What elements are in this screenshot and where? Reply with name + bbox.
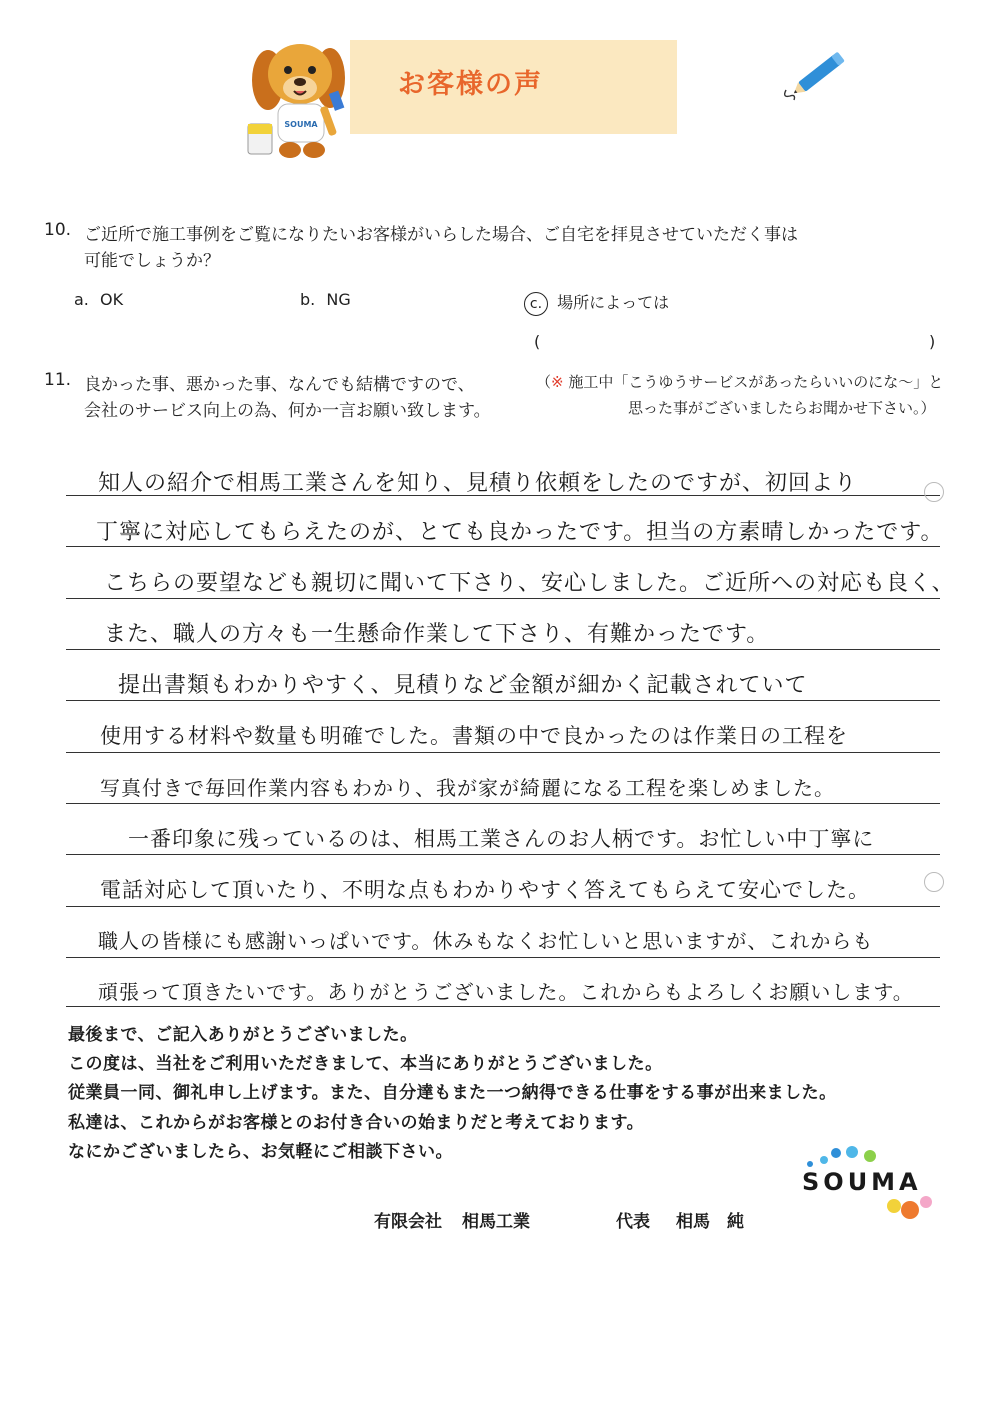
handwritten-line: 知人の紹介で相馬工業さんを知り、見積り依頼をしたのですが、初回より: [98, 471, 858, 496]
title-banner: [350, 40, 677, 134]
q10-number: 10.: [44, 220, 72, 240]
note-text: 施工中「こうゆうサービスがあったらいいのにな～」と: [568, 373, 944, 391]
q11-number: 11.: [44, 370, 72, 390]
q11-note-line2: 思った事がございましたらお聞かせ下さい。）: [628, 399, 936, 417]
closing-line: 従業員一同、御礼申し上げます。また、自分達もまた一つ納得できる仕事をする事が出来ました。: [68, 1083, 837, 1103]
option-letter-circled: [524, 292, 548, 316]
logo-text: SOUMA: [802, 1168, 922, 1196]
handwritten-line: 一番印象に残っているのは、相馬工業さんのお人柄です。お忙しい中丁寧に: [128, 827, 875, 851]
binder-hole-mark: [924, 872, 944, 892]
representative-role: 代表: [616, 1212, 650, 1232]
ruled-line: [66, 598, 940, 599]
option-label: 場所によっては: [557, 293, 670, 312]
handwritten-line: こちらの要望なども親切に聞いて下さり、安心しました。ご近所への対応も良く、: [104, 571, 955, 596]
q10-option-b[interactable]: [300, 290, 351, 309]
souma-logo: [796, 1144, 946, 1224]
ruled-line: [66, 803, 940, 804]
ruled-line: [66, 495, 940, 496]
option-letter: b.: [300, 290, 316, 309]
handwritten-line: 電話対応して頂いたり、不明な点もわかりやすく答えてもらえて安心でした。: [100, 878, 870, 902]
page-title: お客様の声: [398, 69, 543, 100]
binder-hole-mark: [924, 482, 944, 502]
closing-line: 最後まで、ご記入ありがとうございました。: [68, 1025, 418, 1045]
q11-text-line1: 良かった事、悪かった事、なんでも結構ですので、: [84, 375, 475, 395]
ruled-line: [66, 957, 940, 958]
ruled-line: [66, 906, 940, 907]
handwritten-line: 丁寧に対応してもらえたのが、とても良かったです。担当の方素晴しかったです。: [96, 520, 944, 545]
handwritten-line: 提出書類もわかりやすく、見積りなど金額が細かく記載されていて: [118, 673, 808, 698]
ruled-line: [66, 752, 940, 753]
ruled-line: [66, 700, 940, 701]
q11-note-line1: [536, 371, 943, 392]
closing-line: この度は、当社をご利用いただきまして、本当にありがとうございました。: [68, 1054, 663, 1074]
ruled-line: [66, 1006, 940, 1007]
pencil-icon: [776, 46, 856, 106]
option-label: NG: [326, 290, 351, 309]
note-paren: （: [536, 373, 552, 391]
closing-line: なにかございましたら、お気軽にご相談下さい。: [68, 1142, 453, 1162]
handwritten-line: また、職人の方々も一生懸命作業して下さり、有難かったです。: [104, 622, 770, 647]
option-label: OK: [99, 290, 124, 309]
q10-option-a[interactable]: [74, 290, 123, 309]
representative-name: 相馬 純: [676, 1212, 744, 1232]
handwritten-line: 頑張って頂きたいです。ありがとうございました。これからもよろしくお願いします。: [98, 980, 914, 1004]
q10-paren-close: ): [929, 332, 936, 351]
q10-paren-open: (: [534, 332, 541, 351]
note-mark: ※: [551, 373, 564, 391]
handwritten-line: 使用する材料や数量も明確でした。書類の中で良かったのは作業日の工程を: [100, 724, 848, 748]
dog-mascot-icon: [246, 32, 358, 162]
closing-line: 私達は、これからがお客様とのお付き合いの始まりだと考えております。: [68, 1113, 645, 1133]
ruled-line: [66, 854, 940, 855]
q11-text-line2: 会社のサービス向上の為、何か一言お願い致します。: [84, 401, 491, 421]
q10-text-line1: ご近所で施工事例をご覧になりたいお客様がいらした場合、ご自宅を拝見させていただく事は: [84, 225, 798, 245]
mascot-shirt-text: SOUMA: [284, 120, 318, 129]
option-letter: a.: [74, 290, 89, 309]
option-letter: c.: [529, 296, 543, 312]
ruled-line: [66, 649, 940, 650]
ruled-line: [66, 546, 940, 547]
company-name: 相馬工業: [462, 1212, 530, 1232]
q10-text-line2: 可能でしょうか？: [84, 251, 220, 271]
q10-option-c[interactable]: [524, 290, 669, 316]
company-type: 有限会社: [374, 1212, 442, 1232]
handwritten-line: 職人の皆様にも感謝いっぱいです。休みもなくお忙しいと思いますが、これからも: [98, 929, 874, 953]
handwritten-line: 写真付きで毎回作業内容もわかり、我が家が綺麗になる工程を楽しめました。: [100, 776, 835, 800]
